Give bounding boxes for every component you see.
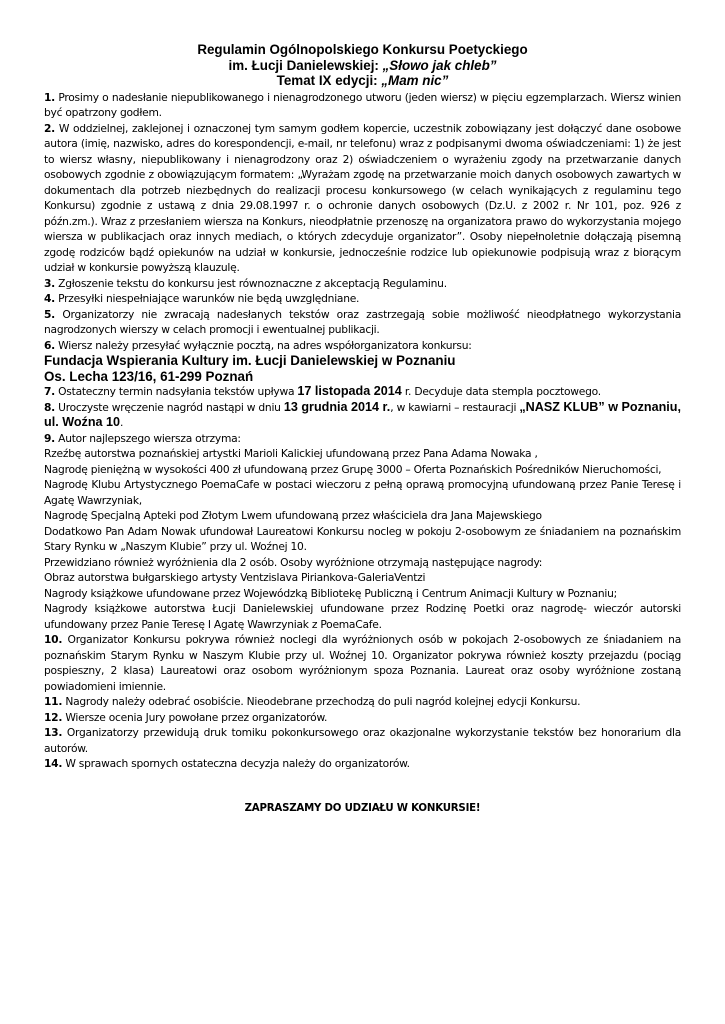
rule-text: Przesyłki niespełniające warunków nie będą uwzględniane. [55, 292, 360, 305]
rule-number: 12. [44, 710, 63, 724]
rule-number: 5. [44, 307, 55, 321]
rule-text: , w kawiarni – restauracji [390, 400, 520, 414]
rule-text: Wiersz należy przesyłać wyłącznie pocztą, na adres współorganizatora konkursu: [55, 338, 472, 352]
rule-number: 2. [44, 121, 55, 135]
prize-item: Nagrody książkowe autorstwa Łucji Danielewskiej ufundowane przez Rodzinę Poetki oraz nagrodę- wieczór autorski ufundowany przez Panie Teresę I Agatę Wawrzyniak z PoemaCafe. [44, 602, 681, 631]
rule-6 [44, 338, 681, 354]
title-line-3-prefix: Temat IX edycji: [276, 73, 382, 88]
rule-text: Organizatorzy nie zwracają nadesłanych tekstów oraz zastrzegają sobie możliwość nieodpłatnego wykorzystania nagrodzonych wierszy w celach promocji i ewentualnej publikacji. [44, 307, 681, 336]
rule-7 [44, 384, 681, 400]
prize-item: Obraz autorstwa bułgarskiego artysty Ventzislava Piriankova-GaleriaVentzi [44, 571, 426, 584]
rule-text: Wiersze ocenia Jury powołane przez organizatorów. [62, 710, 328, 724]
rule-1 [44, 90, 681, 121]
rule-text: Uroczyste wręczenie nagród nastąpi w dniu [55, 400, 284, 414]
rule-number: 3. [44, 276, 55, 290]
rule-14 [44, 756, 681, 772]
ceremony-place: „NASZ KLUB” w Poznaniu, ul. Woźna 10 [44, 399, 681, 429]
rule-text: W oddzielnej, zaklejonej i oznaczonej tym samym godłem kopercie, uczestnik zobowiązany jest dołączyć dane osobowe autora (imię, nazwisko, adres do korespondencji, e-mail, nr telefonu) wraz z podpisanymi dwoma oświadczeniami: 1) że jest to wiersz własny, niepublikowany i nienagrodzony oraz 2) oświadczeniem o wyrażeniu zgody na przetwarzanie danych osobowych zgodnie z obowiązującym formatem: „Wyrażam zgodę na przetwarzanie moich danych osobowych zawartych w dokumentach dla potrzeb niezbędnych do realizacji procesu konkursowego (w celach wynikających z regulaminu tego Konkursu) zgodnie z ustawą z dnia 29.08.1997 r. o ochronie danych osobowych (Dz.U. z 2002 r. Nr 101, poz. 926 z późn.zm.). Wraz z przesłaniem wiersza na Konkurs, nieodpłatnie przenoszę na organizatora prawo do wykorzystania mojego wiersza w publikacjach oraz innych mediach, o których zdecyduje organizator”. Osoby niepełnoletnie dołączają pisemną zgodę rodziców bądź opiekunów na udział w konkursie, jednocześnie rodzice lub opiekunowie podpisują wraz z biorącym udział w konkursie powyższą klauzulę. [44, 121, 681, 274]
prize-item: Nagrodę Klubu Artystycznego PoemaCafe w postaci wieczoru z pełną oprawą promocyjną ufundowaną przez Panie Teresę i Agatę Wawrzyniak, [44, 478, 681, 507]
rule-text: Autor najlepszego wiersza otrzyma: [55, 431, 241, 445]
rule-number: 8. [44, 400, 55, 414]
rule-text: W sprawach spornych ostateczna decyzja należy do organizatorów. [62, 757, 410, 770]
rule-number: 1. [44, 90, 55, 104]
rule-4 [44, 291, 681, 307]
rule-text: r. Decyduje data stempla pocztowego. [401, 385, 601, 398]
rules-body [44, 90, 681, 772]
organizer-name: Fundacja Wspierania Kultury im. Łucji Danielewskiej w Poznaniu [44, 353, 456, 368]
organizer-address: Os. Lecha 123/16, 61-299 Poznań [44, 368, 254, 384]
rule-text: Ostateczny termin nadsyłania tekstów upływa [55, 385, 298, 398]
rule-text: Prosimy o nadesłanie niepublikowanego i nienagrodzonego utworu (jeden wiersz) w pięciu egzemplarzach. Wiersz winien być opatrzony godłem. [44, 90, 681, 119]
edition-theme: „Mam nic” [381, 73, 449, 88]
deadline-date: 17 listopada 2014 [297, 384, 402, 398]
rule-text: Zgłoszenie tekstu do konkursu jest równoznaczne z akceptacją Regulaminu. [55, 276, 447, 290]
rule-12 [44, 710, 681, 726]
prize-item: Rzeźbę autorstwa poznańskiej artystki Marioli Kalickiej ufundowaną przez Pana Adama Nowaka , [44, 447, 538, 460]
document-title [44, 42, 681, 89]
rule-number: 11. [44, 695, 63, 708]
ceremony-date: 13 grudnia 2014 r. [283, 399, 391, 414]
rule-number: 4. [44, 292, 55, 305]
contest-name: „Słowo jak chleb” [382, 57, 497, 73]
rule-number: 10. [44, 633, 63, 646]
rule-number: 13. [44, 726, 63, 739]
prize-item: Nagrody książkowe ufundowane przez Wojewódzką Bibliotekę Publiczną i Centrum Animacji Kultury w Poznaniu; [44, 586, 617, 600]
title-line-2 [44, 58, 681, 74]
prize-item: Nagrodę Specjalną Apteki pod Złotym Lwem ufundowaną przez właściciela dra Jana Majewskiego [44, 509, 542, 522]
rule-8 [44, 400, 681, 431]
rule-text: Organizator Konkursu pokrywa również noclegi dla wyróżnionych osób w pokojach 2-osobowych ze śniadaniem na poznańskim Starym Rynku w Naszym Klubie przy ul. Woźnej 10. Organizator pokrywa również koszty przejazdu (pociąg pospieszny, 2 klasa) Laureatowi oraz osobom wyróżnionym spoza Poznania. Laureat oraz osoby wyróżnione zostaną powiadomieni imiennie. [44, 633, 681, 693]
rule-number: 6. [44, 338, 55, 352]
prize-item: Dodatkowo Pan Adam Nowak ufundował Laureatowi Konkursu nocleg w pokoju 2-osobowym ze śniadaniem na poznańskim Stary Rynku w „Naszym Klubie” przy ul. Woźnej 10. [44, 524, 681, 553]
title-line-2-prefix: im. Łucji Danielewskiej: [228, 57, 383, 73]
rule-number: 9. [44, 431, 55, 445]
rule-text: Nagrody należy odebrać osobiście. Nieodebrane przechodzą do puli nagród kolejnej edycji Konkursu. [62, 695, 581, 708]
rule-11 [44, 694, 681, 710]
rule-number: 14. [44, 757, 63, 770]
closing-invitation: ZAPRASZAMY DO UDZIAŁU W KONKURSIE! [244, 802, 481, 814]
rule-2 [44, 121, 681, 276]
rule-13 [44, 725, 681, 756]
rule-9 [44, 431, 681, 447]
rule-number: 7. [44, 385, 55, 398]
rule-3 [44, 276, 681, 292]
title-line-1: Regulamin Ogólnopolskiego Konkursu Poetyckiego [197, 42, 528, 57]
rule-text: Organizatorzy przewidują druk tomiku pokonkursowego oraz okazjonalne wykorzystanie tekstów bez honorarium dla autorów. [44, 726, 681, 755]
rule-text: . [120, 416, 124, 429]
title-line-3 [44, 73, 681, 89]
rule-10 [44, 632, 681, 694]
prize-item: Przewidziano również wyróżnienia dla 2 osób. Osoby wyróżnione otrzymają następujące nagrody: [44, 555, 543, 569]
rule-5 [44, 307, 681, 338]
prize-item: Nagrodę pieniężną w wysokości 400 zł ufundowaną przez Grupę 3000 – Oferta Poznańskich Pośredników Nieruchomości, [44, 462, 662, 476]
